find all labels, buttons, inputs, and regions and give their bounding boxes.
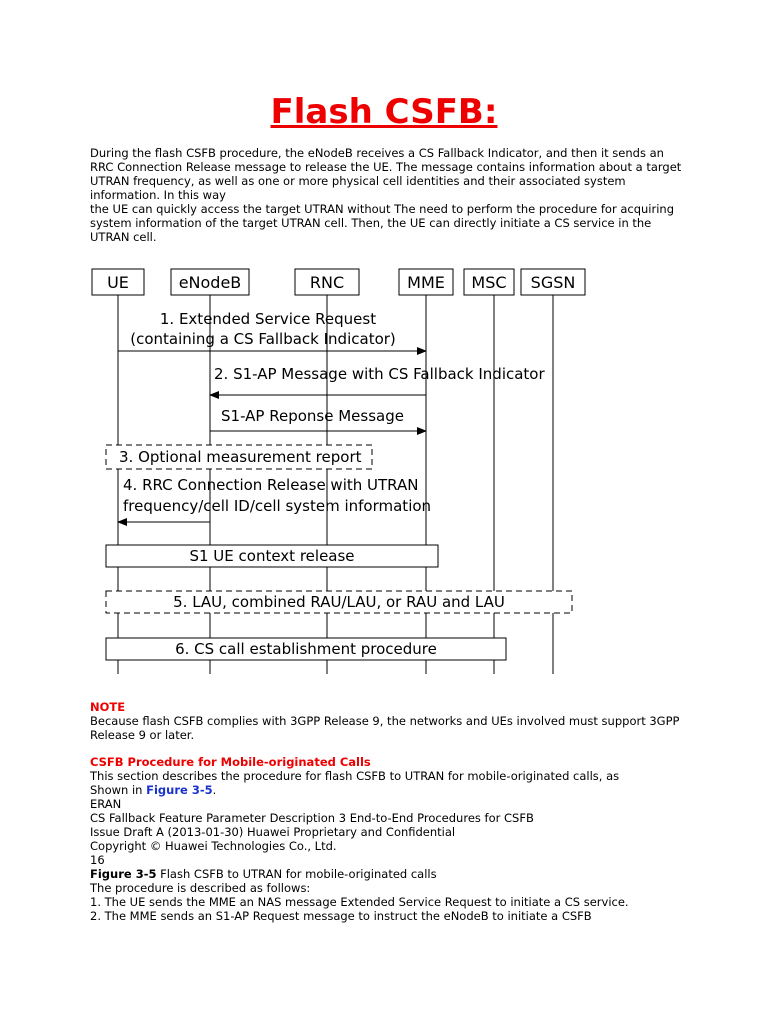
- message-1-label: 1. Extended Service Request: [159, 310, 377, 328]
- note-block: [90, 700, 690, 742]
- entity-label: MME: [407, 273, 445, 292]
- meta-line: CS Fallback Feature Parameter Description 3 End-to-End Procedures for CSFB: [90, 811, 534, 825]
- intro-line: During the flash CSFB procedure, the eNodeB receives a CS Fallback Indicator, and then it sends an: [90, 146, 664, 160]
- entity-ue: [92, 269, 144, 295]
- figure-caption: Flash CSFB to UTRAN for mobile-originated calls: [156, 867, 437, 881]
- section-line: This section describes the procedure for flash CSFB to UTRAN for mobile-originated calls, as: [90, 769, 620, 783]
- message-5-label: 5. LAU, combined RAU/LAU, or RAU and LAU: [173, 593, 505, 611]
- intro-paragraph: [90, 146, 690, 244]
- meta-line: Copyright © Huawei Technologies Co., Ltd.: [90, 839, 337, 853]
- shown-prefix: Shown in: [90, 783, 147, 797]
- entity-label: UE: [107, 273, 129, 292]
- intro-line: UTRAN frequency, as well as one or more physical cell identities and their associated system: [90, 174, 626, 188]
- intro-line: UTRAN cell.: [90, 230, 157, 244]
- note-line: Release 9 or later.: [90, 728, 195, 742]
- entity-label: RNC: [309, 273, 345, 292]
- note-line: Because flash CSFB complies with 3GPP Release 9, the networks and UEs involved must support 3GPP: [90, 714, 680, 728]
- intro-line: information. In this way: [90, 188, 226, 202]
- meta-line: ERAN: [90, 797, 122, 811]
- entity-rnc: [295, 269, 359, 295]
- entity-label: eNodeB: [178, 273, 242, 292]
- step-line: 1. The UE sends the MME an NAS message Extended Service Request to initiate a CS service.: [90, 895, 629, 909]
- note-heading: NOTE: [90, 700, 126, 714]
- figure-caption-line: [90, 867, 690, 881]
- s1-context-release-label: S1 UE context release: [189, 547, 355, 565]
- entity-label: SGSN: [530, 273, 576, 292]
- step-line: 2. The MME sends an S1-AP Request message to instruct the eNodeB to initiate a CSFB: [90, 909, 592, 923]
- intro-line: RRC Connection Release message to release the UE. The message contains information about a target: [90, 160, 682, 174]
- figure-label: Figure 3-5: [90, 867, 157, 881]
- message-2-label: 2. S1-AP Message with CS Fallback Indicator: [214, 365, 545, 383]
- step-line: The procedure is described as follows:: [90, 881, 311, 895]
- meta-line: 16: [90, 853, 105, 867]
- message-4-sublabel: frequency/cell ID/cell system information: [123, 497, 432, 515]
- section-line: [90, 783, 690, 797]
- flash-csfb-sequence-diagram: [90, 266, 590, 678]
- intro-line: system information of the target UTRAN cell. Then, the UE can directly initiate a CS service in the: [90, 216, 652, 230]
- intro-line: the UE can quickly access the target UTRAN without The need to perform the procedure for acquiring: [90, 202, 675, 216]
- shown-suffix: .: [212, 783, 217, 797]
- entity-msc: [464, 269, 514, 295]
- message-3-label: 3. Optional measurement report: [119, 448, 362, 466]
- message-6-label: 6. CS call establishment procedure: [175, 640, 437, 658]
- page-title: Flash CSFB:: [270, 92, 498, 132]
- entity-mme: [399, 269, 453, 295]
- message-4-label: 4. RRC Connection Release with UTRAN: [123, 476, 419, 494]
- meta-line: Issue Draft A (2013-01-30) Huawei Proprietary and Confidential: [90, 825, 456, 839]
- figure-link[interactable]: Figure 3-5: [146, 783, 213, 797]
- message-2-response-label: S1-AP Reponse Message: [221, 407, 404, 425]
- message-1-sublabel: (containing a CS Fallback Indicator): [130, 330, 396, 348]
- section-block: [90, 755, 690, 923]
- section-heading: CSFB Procedure for Mobile-originated Calls: [90, 755, 371, 769]
- entity-label: MSC: [471, 273, 507, 292]
- entity-enodeb: [171, 269, 249, 295]
- entity-sgsn: [521, 269, 585, 295]
